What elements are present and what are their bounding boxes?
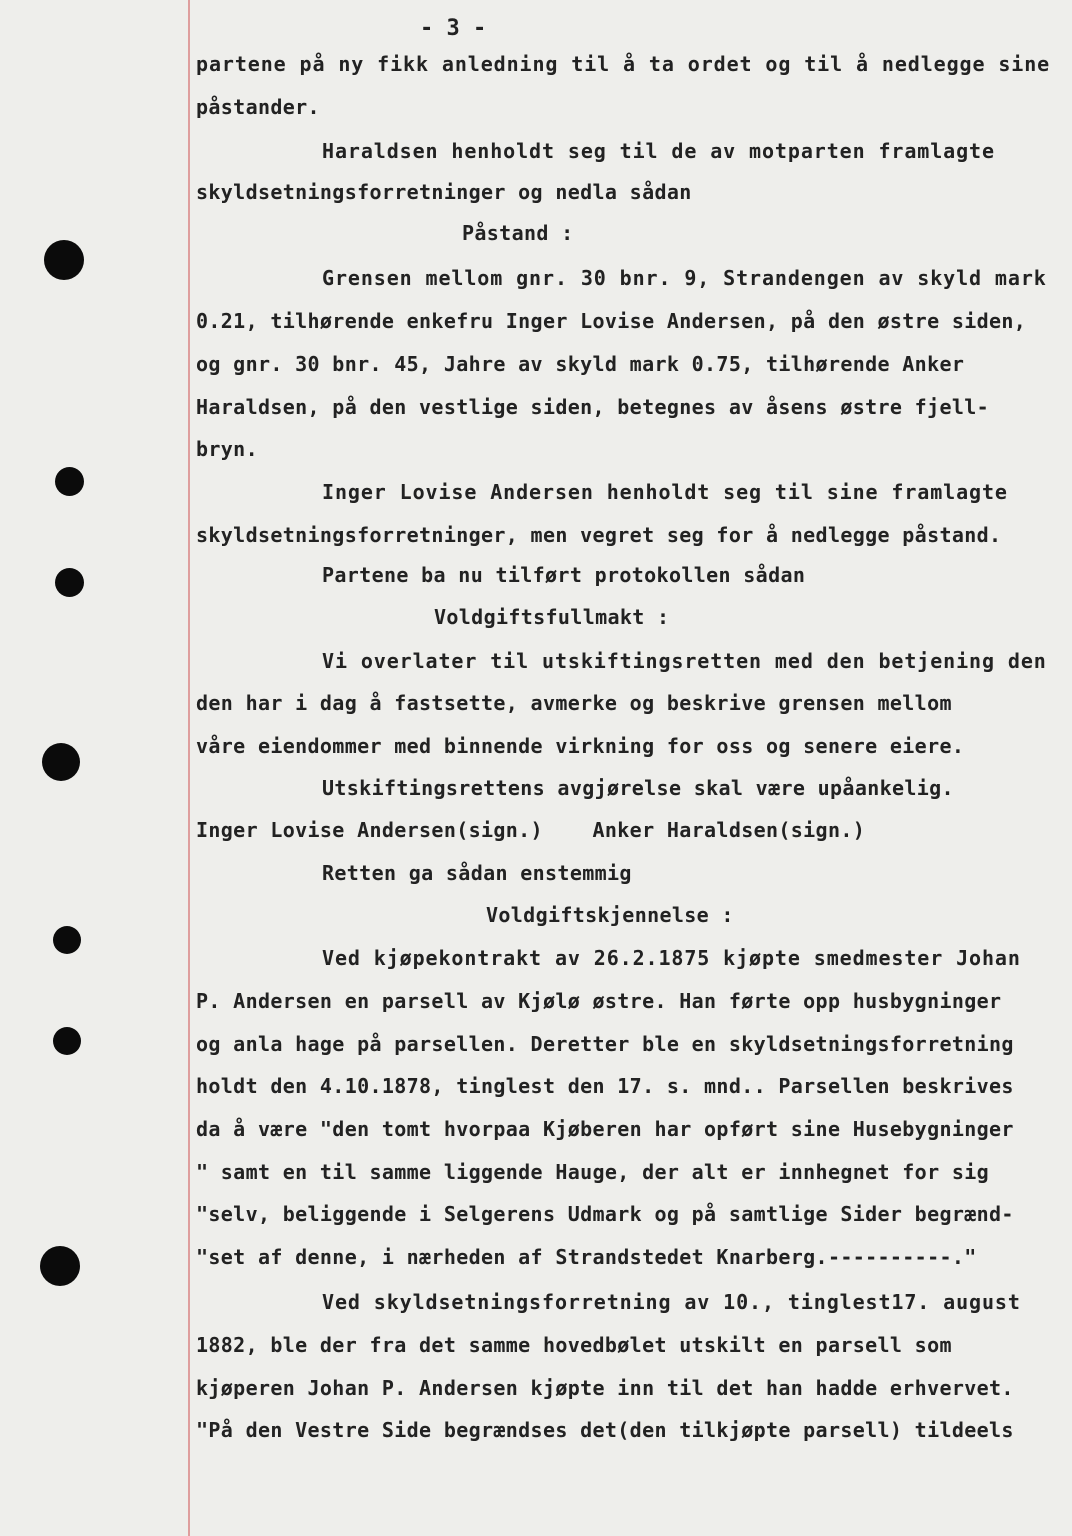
text-line: partene på ny fikk anledning til å ta ordet og til å nedlegge sine xyxy=(196,52,1051,76)
text-heading: Påstand : xyxy=(462,221,574,245)
text-line: kjøperen Johan P. Andersen kjøpte inn til det han hadde erhvervet. xyxy=(196,1376,1014,1400)
text-line: "selv, beliggende i Selgerens Udmark og på samtlige Sider begrænd- xyxy=(196,1202,1014,1226)
text-line: 0.21, tilhørende enkefru Inger Lovise Andersen, på den østre siden, xyxy=(196,309,1027,333)
margin-rule xyxy=(188,0,190,1536)
punch-hole xyxy=(53,926,81,954)
text-line: " samt en til samme liggende Hauge, der alt er innhegnet for sig xyxy=(196,1160,990,1184)
punch-hole xyxy=(42,743,80,781)
text-line: påstander. xyxy=(196,95,320,119)
punch-hole xyxy=(40,1246,80,1286)
text-line: den har i dag å fastsette, avmerke og beskrive grensen mellom xyxy=(196,691,952,715)
text-line: våre eiendommer med binnende virkning for oss og senere eiere. xyxy=(196,734,965,758)
text-line: da å være "den tomt hvorpaa Kjøberen har opført sine Husebygninger xyxy=(196,1117,1014,1141)
page-number: - 3 - xyxy=(420,16,487,41)
text-line: skyldsetningsforretninger og nedla sådan xyxy=(196,180,692,204)
text-line: bryn. xyxy=(196,437,258,461)
text-line: P. Andersen en parsell av Kjølø østre. Han førte opp husbygninger xyxy=(196,989,1002,1013)
text-line: skyldsetningsforretninger, men vegret seg for å nedlegge påstand. xyxy=(196,523,1002,547)
text-line: "På den Vestre Side begrændses det(den tilkjøpte parsell) tildeels xyxy=(196,1418,1014,1442)
punch-hole xyxy=(55,568,84,597)
text-line: Ved kjøpekontrakt av 26.2.1875 kjøpte smedmester Johan xyxy=(322,946,1021,970)
signature-line: Inger Lovise Andersen(sign.) Anker Haraldsen(sign.) xyxy=(196,818,866,842)
text-line: Utskiftingsrettens avgjørelse skal være upåankelig. xyxy=(322,776,954,800)
text-line: og gnr. 30 bnr. 45, Jahre av skyld mark 0.75, tilhørende Anker xyxy=(196,352,965,376)
text-line: Haraldsen henholdt seg til de av motparten framlagte xyxy=(322,139,995,163)
text-line: Partene ba nu tilført protokollen sådan xyxy=(322,563,806,587)
text-heading: Voldgiftskjennelse : xyxy=(486,903,734,927)
text-line: Ved skyldsetningsforretning av 10., tinglest17. august xyxy=(322,1290,1021,1314)
text-line: Vi overlater til utskiftingsretten med den betjening den xyxy=(322,649,1047,673)
text-line: Haraldsen, på den vestlige siden, betegnes av åsens østre fjell- xyxy=(196,395,990,419)
text-heading: Voldgiftsfullmakt : xyxy=(434,605,670,629)
text-line: og anla hage på parsellen. Deretter ble en skyldsetningsforretning xyxy=(196,1032,1014,1056)
text-line: Retten ga sådan enstemmig xyxy=(322,861,632,885)
text-line: holdt den 4.10.1878, tinglest den 17. s. mnd.. Parsellen beskrives xyxy=(196,1074,1014,1098)
text-line: Grensen mellom gnr. 30 bnr. 9, Strandengen av skyld mark xyxy=(322,266,1047,290)
text-line: Inger Lovise Andersen henholdt seg til sine framlagte xyxy=(322,480,1008,504)
punch-hole xyxy=(55,467,84,496)
punch-hole xyxy=(44,240,84,280)
punch-hole xyxy=(53,1027,81,1055)
text-line: 1882, ble der fra det samme hovedbølet utskilt en parsell som xyxy=(196,1333,952,1357)
text-line: "set af denne, i nærheden af Strandstedet Knarberg.----------." xyxy=(196,1245,977,1269)
